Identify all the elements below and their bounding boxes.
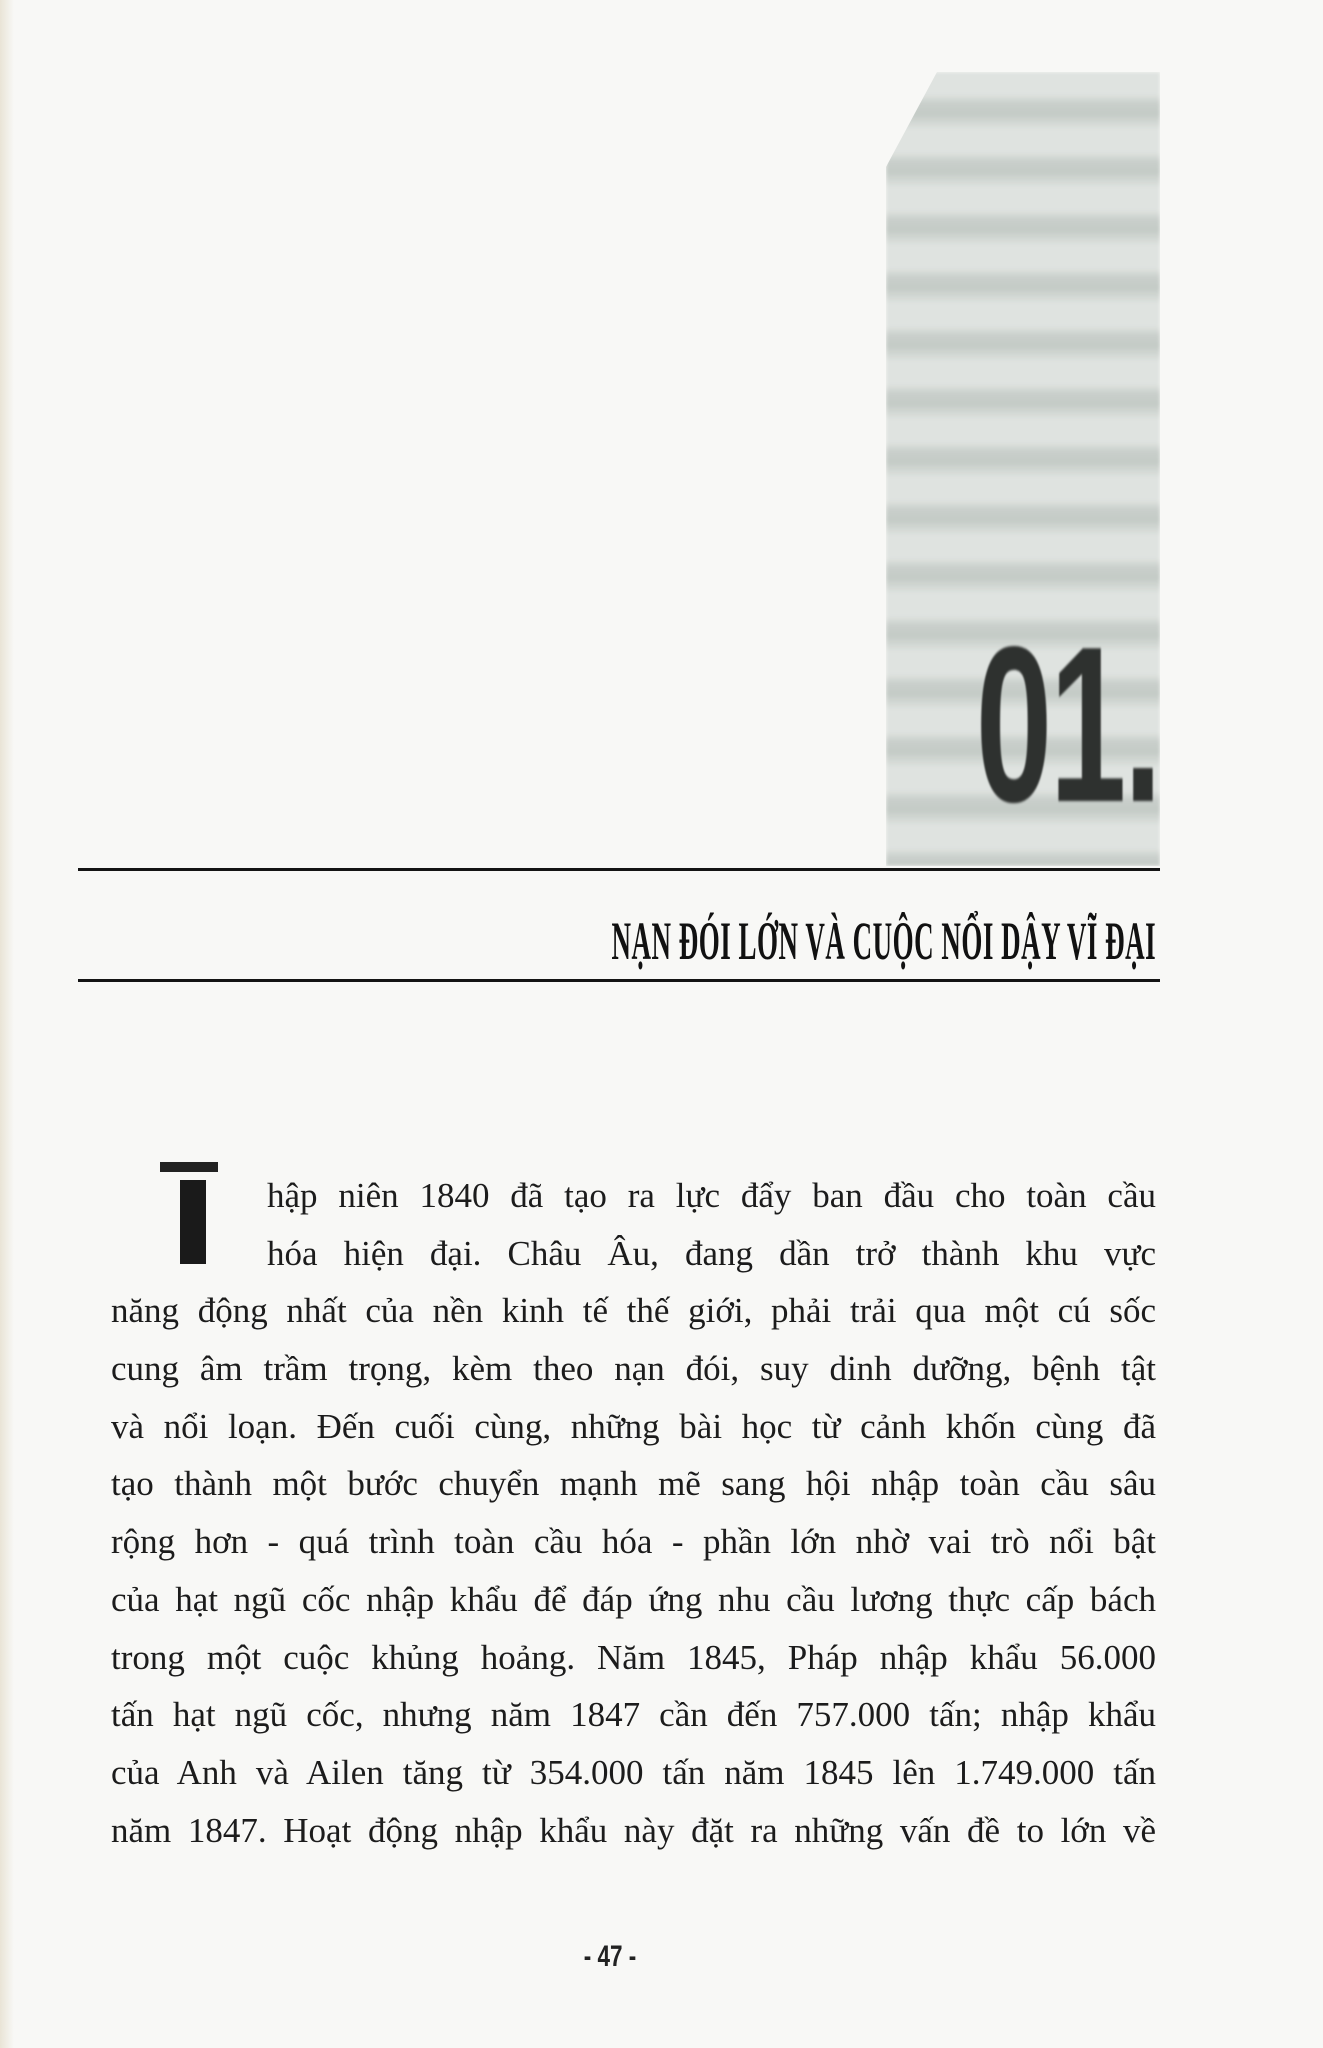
title-rule-bottom: [78, 979, 1160, 982]
text-line: năng động nhất của nền kinh tế thế giới, phải trải qua một cú sốc: [111, 1291, 1156, 1331]
text-line: hóa hiện đại. Châu Âu, đang dần trở thành khu vực: [267, 1233, 1156, 1273]
text-line: cung âm trầm trọng, kèm theo nạn đói, suy dinh dưỡng, bệnh tật: [111, 1349, 1156, 1389]
chapter-number: 01.: [976, 601, 1160, 849]
chapter-title: NẠN ĐÓI LỚN VÀ CUỘC NỔI DẬY VĨ ĐẠI: [611, 911, 1156, 971]
page-number: - 47 -: [583, 1940, 637, 1973]
drop-cap-letter: [0, 0, 1, 1]
text-line: rộng hơn - quá trình toàn cầu hóa - phần lớn nhờ vai trò nổi bật: [111, 1522, 1156, 1562]
text-line: của hạt ngũ cốc nhập khẩu để đáp ứng nhu cầu lương thực cấp bách: [111, 1579, 1156, 1619]
body-text: [111, 1167, 1156, 1859]
text-line: và nổi loạn. Đến cuối cùng, những bài học từ cảnh khốn cùng đã: [111, 1406, 1156, 1446]
text-line: tấn hạt ngũ cốc, nhưng năm 1847 cần đến 757.000 tấn; nhập khẩu: [111, 1695, 1156, 1735]
text-line: năm 1847. Hoạt động nhập khẩu này đặt ra những vấn đề to lớn về: [111, 1810, 1156, 1850]
text-line: trong một cuộc khủng hoảng. Năm 1845, Pháp nhập khẩu 56.000: [111, 1637, 1156, 1677]
title-rule-top: [78, 868, 1160, 871]
text-line: hập niên 1840 đã tạo ra lực đẩy ban đầu cho toàn cầu: [267, 1176, 1156, 1215]
text-line: tạo thành một bước chuyển mạnh mẽ sang hội nhập toàn cầu sâu: [111, 1464, 1156, 1504]
text-line: của Anh và Ailen tăng từ 354.000 tấn năm 1845 lên 1.749.000 tấn: [111, 1752, 1156, 1792]
page-binding-edge: [0, 0, 14, 2048]
